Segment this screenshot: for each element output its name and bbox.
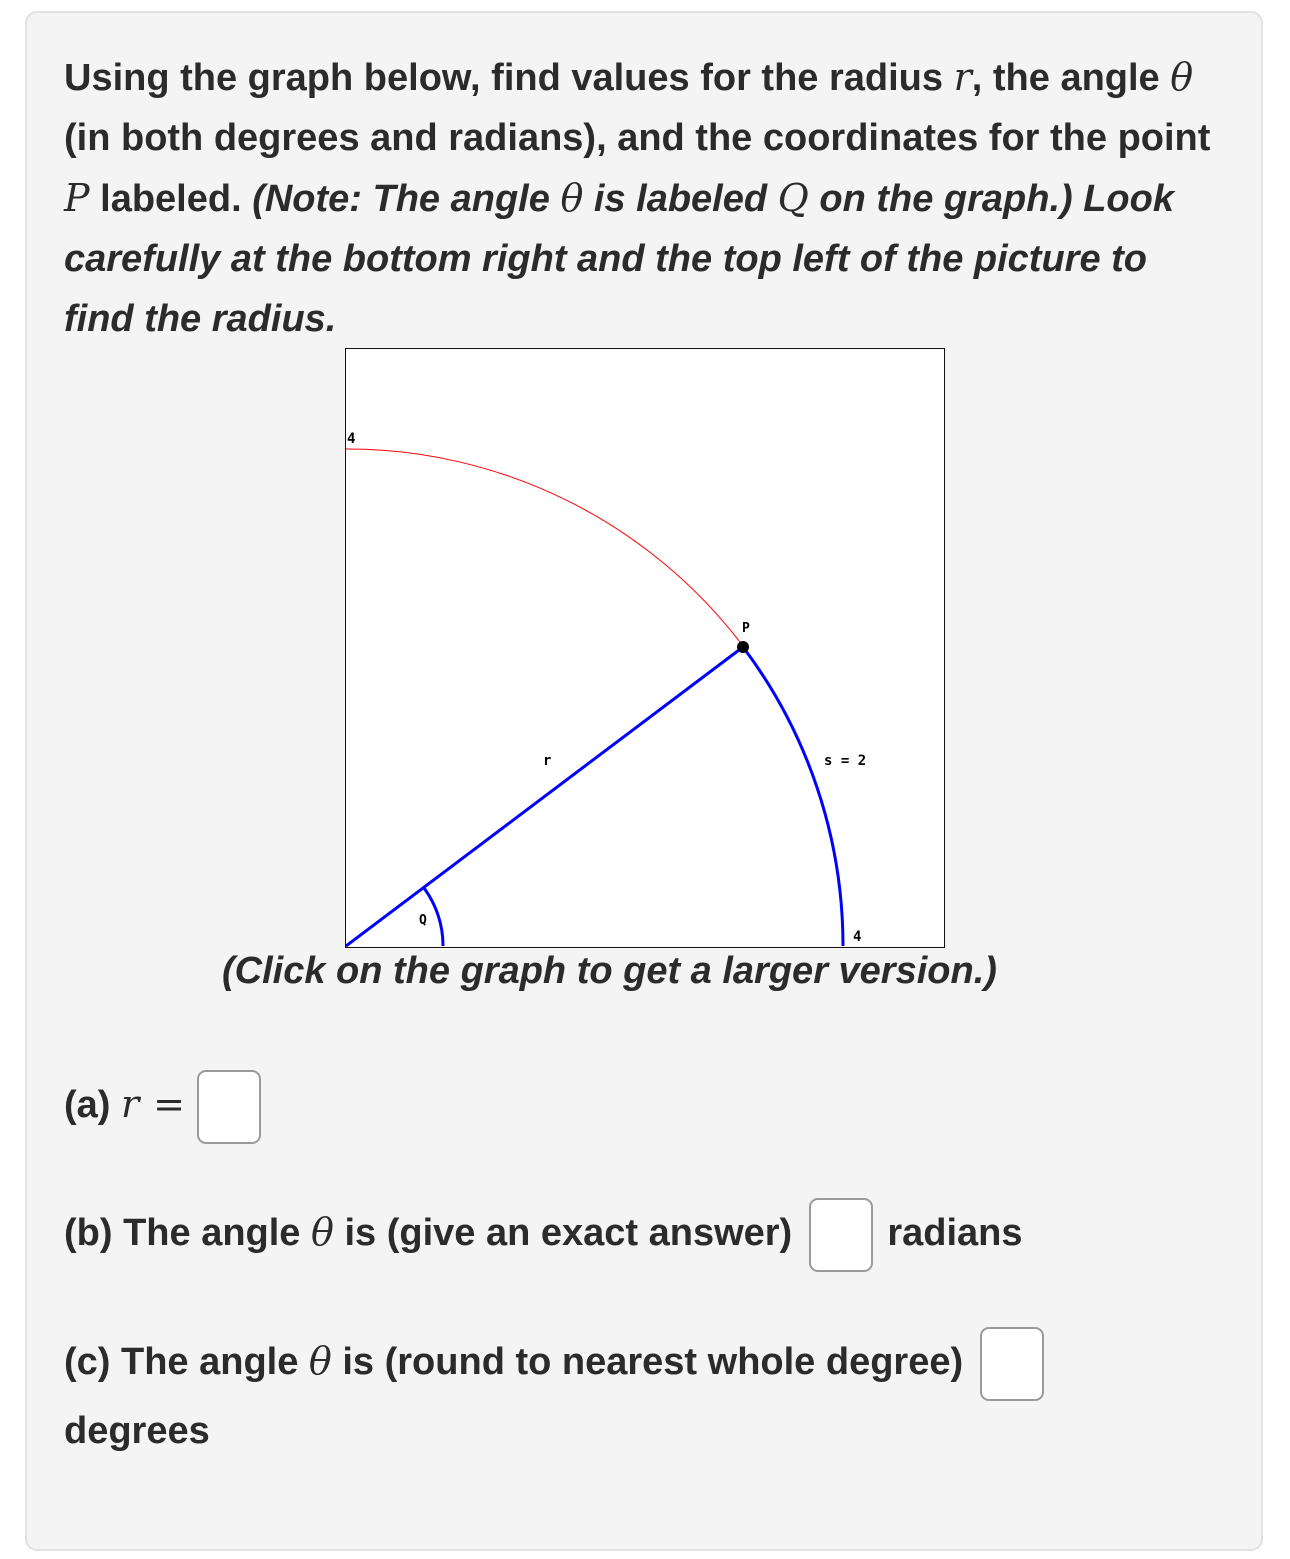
radians-unit: radians xyxy=(887,1212,1023,1255)
part-c: (c) The angle θ is (round to nearest whole degree) xyxy=(64,1327,1044,1401)
label-s: s = 2 xyxy=(824,753,867,769)
graph-svg xyxy=(346,349,944,947)
radius-symbol: r xyxy=(953,55,972,99)
circle-arc xyxy=(346,449,743,646)
label-r: r xyxy=(543,753,552,769)
graph-image[interactable] xyxy=(345,348,945,948)
question-text: Using the graph below, find values for the radius r, the angle θ (in both degrees and radians), and the coordinates for the point P labeled. (Note: The angle θ is labeled Q on the graph.) Look carefully at the bottom right and the top left of the picture to find the radius. xyxy=(64,55,1211,340)
radius-line xyxy=(346,647,743,946)
arc-s xyxy=(743,647,843,946)
radians-answer-input[interactable] xyxy=(809,1198,873,1272)
label-p: P xyxy=(742,621,750,636)
degrees-answer-input[interactable] xyxy=(980,1327,1044,1401)
point-p xyxy=(737,641,749,653)
label-top-left: 4 xyxy=(347,431,356,447)
note-text: (Note: The angle θ is labeled Q on the graph.) Look carefully at the bottom right and the top left of the picture to find the radius. xyxy=(64,176,1174,340)
angle-arc xyxy=(424,888,443,946)
part-a: (a) r = xyxy=(64,1070,261,1144)
part-b: (b) The angle θ is (give an exact answer) radians xyxy=(64,1198,1023,1272)
graph-caption: (Click on the graph to get a larger version.) xyxy=(222,950,997,992)
point-p-symbol: P xyxy=(64,176,90,220)
radius-answer-input[interactable] xyxy=(197,1070,261,1144)
q-symbol: Q xyxy=(777,176,809,220)
label-bottom-right: 4 xyxy=(853,929,862,945)
label-q: Q xyxy=(419,913,427,928)
degrees-unit: degrees xyxy=(64,1410,210,1452)
theta-symbol: θ xyxy=(1170,55,1194,99)
